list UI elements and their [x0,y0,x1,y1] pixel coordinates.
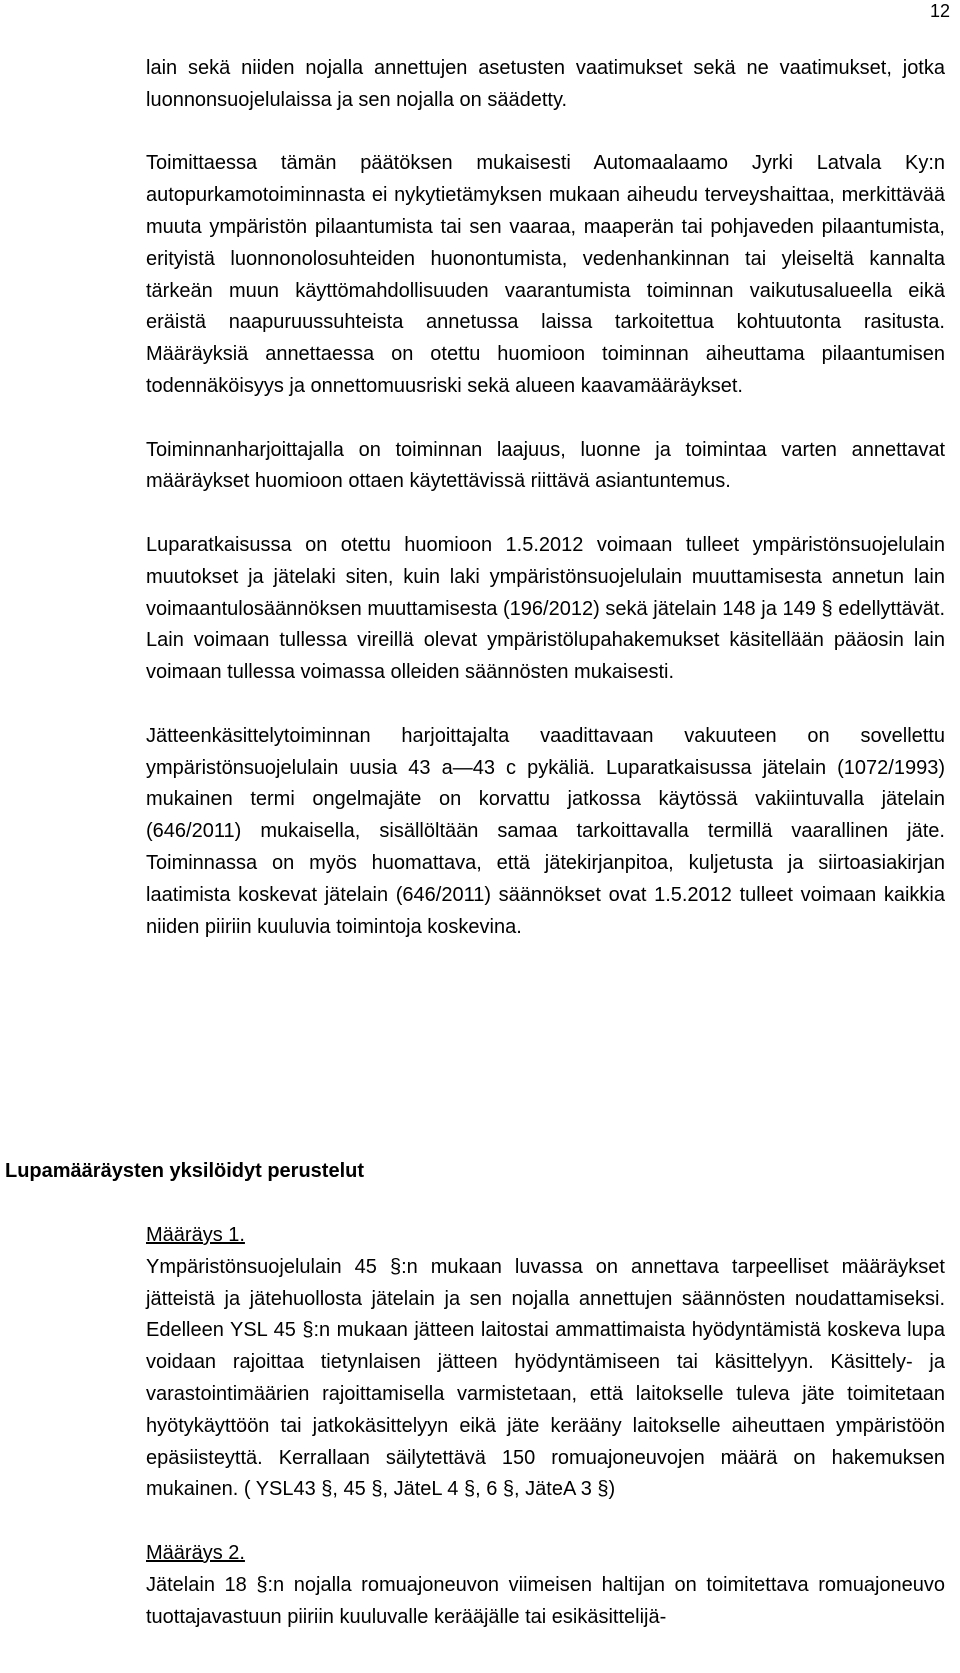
order-title: Määräys 2. [146,1541,245,1564]
order-title: Määräys 1. [146,1224,245,1246]
section-heading: Lupamääräysten yksilöidyt perustelut [5,1160,365,1182]
order-text: Ympäristönsuojelulain 45 §:n mukaan luvassa on annettava tarpeelliset määräykset jätteistä ja jätehuollosta jätelain ja sen nojalla annettujen säännösten noudattamiseksi. Edelleen YSL 45 §:n mukaan jätteen laitostai ammattimaista hyödyntämistä koskeva lupa voidaan rajoittaa tietynlaisen jätteen hyödyntämiseen tai käsittelyyn. Käsittely- ja varastointimäärien rajoittamisella varmistetaan, että laitokselle tuleva jäte toimitetaan hyötykäyttöön tai jatkokäsittelyyn eikä jäte kerääny laitokselle aiheuttaen ympäristöön epäsiisteyttä. Kerrallaan säilytettävä 150 romuajoneuvojen määrä on hakemuksen mukainen. ( YSL43 §, 45 §, JäteL 4 §, 6 §, JäteA 3 §) [146,1255,945,1501]
paragraph: Luparatkaisussa on otettu huomioon 1.5.2012 voimaan tulleet ympäristönsuojelulain muutokset ja jätelaki siten, kuin laki ympäristönsuojelulain muuttamisesta annetun lain voimaantulosäännöksen muuttamisesta (196/2012) sekä jätelain 148 ja 149 § edellyttävät. Lain voimaan tullessa vireillä olevat ympäristölupahakemukset käsitellään pääosin lain voimaan tullessa voimassa olleiden säännösten mukaisesti. [146,533,945,684]
order-text: Jätelain 18 §:n nojalla romuajoneuvon viimeisen haltijan on toimitettava romuajoneuvo tuottajavastuun piiriin kuuluvalle kerääjälle tai esikäsittelijä- [146,1573,945,1628]
order-block [146,1220,945,1506]
document-body [146,53,945,975]
page-number: 12 [929,1,950,21]
paragraph: Jätteenkäsittelytoiminnan harjoittajalta vaadittavaan vakuuteen on sovellettu ympäristönsuojelulain uusia 43 a—43 c pykäliä. Luparatkaisussa jätelain (1072/1993) mukainen termi ongelmajäte on korvattu jatkossa käytössä vakiintuvalla jätelain (646/2011) mukaisella, sisällöltään samaa tarkoittavalla termillä vaarallinen jäte. Toiminnassa on myös huomattava, että jätekirjanpitoa, kuljetusta ja siirtoasiakirjan laatimista koskevat jätelain (646/2011) säännökset ovat 1.5.2012 tulleet voimaan kaikkia niiden piiriin kuuluvia toimintoja koskevina. [146,724,945,938]
order-block [146,1538,945,1633]
paragraph: Toiminnanharjoittajalla on toiminnan laajuus, luonne ja toimintaa varten annettavat määräykset huomioon ottaen käytettävissä riittävä asiantuntemus. [146,438,945,493]
section-body [146,1220,945,1665]
paragraph: lain sekä niiden nojalla annettujen asetusten vaatimukset sekä ne vaatimukset, jotka luonnonsuojelulaissa ja sen nojalla on säädetty. [146,57,945,111]
paragraph: Toimittaessa tämän päätöksen mukaisesti Automaalaamo Jyrki Latvala Ky:n autopurkamotoiminnasta ei nykytietämyksen mukaan aiheudu terveyshaittaa, merkittävää muuta ympäristön pilaantumista tai sen vaaraa, maaperän tai pohjaveden pilaantumista, erityistä luonnonolosuhteiden huonontumista, vedenhankinnan tai yleiseltä kannalta tärkeän muun käyttömahdollisuuden vaarantumista toiminnan vaikutusalueella eikä eräistä naapuruussuhteista annetussa laissa tarkoitettua kohtuutonta rasitusta. Määräyksiä annettaessa on otettu huomioon toiminnan aiheuttama pilaantumisen todennäköisyys ja onnettomuusriski sekä alueen kaavamääräykset. [146,152,945,397]
